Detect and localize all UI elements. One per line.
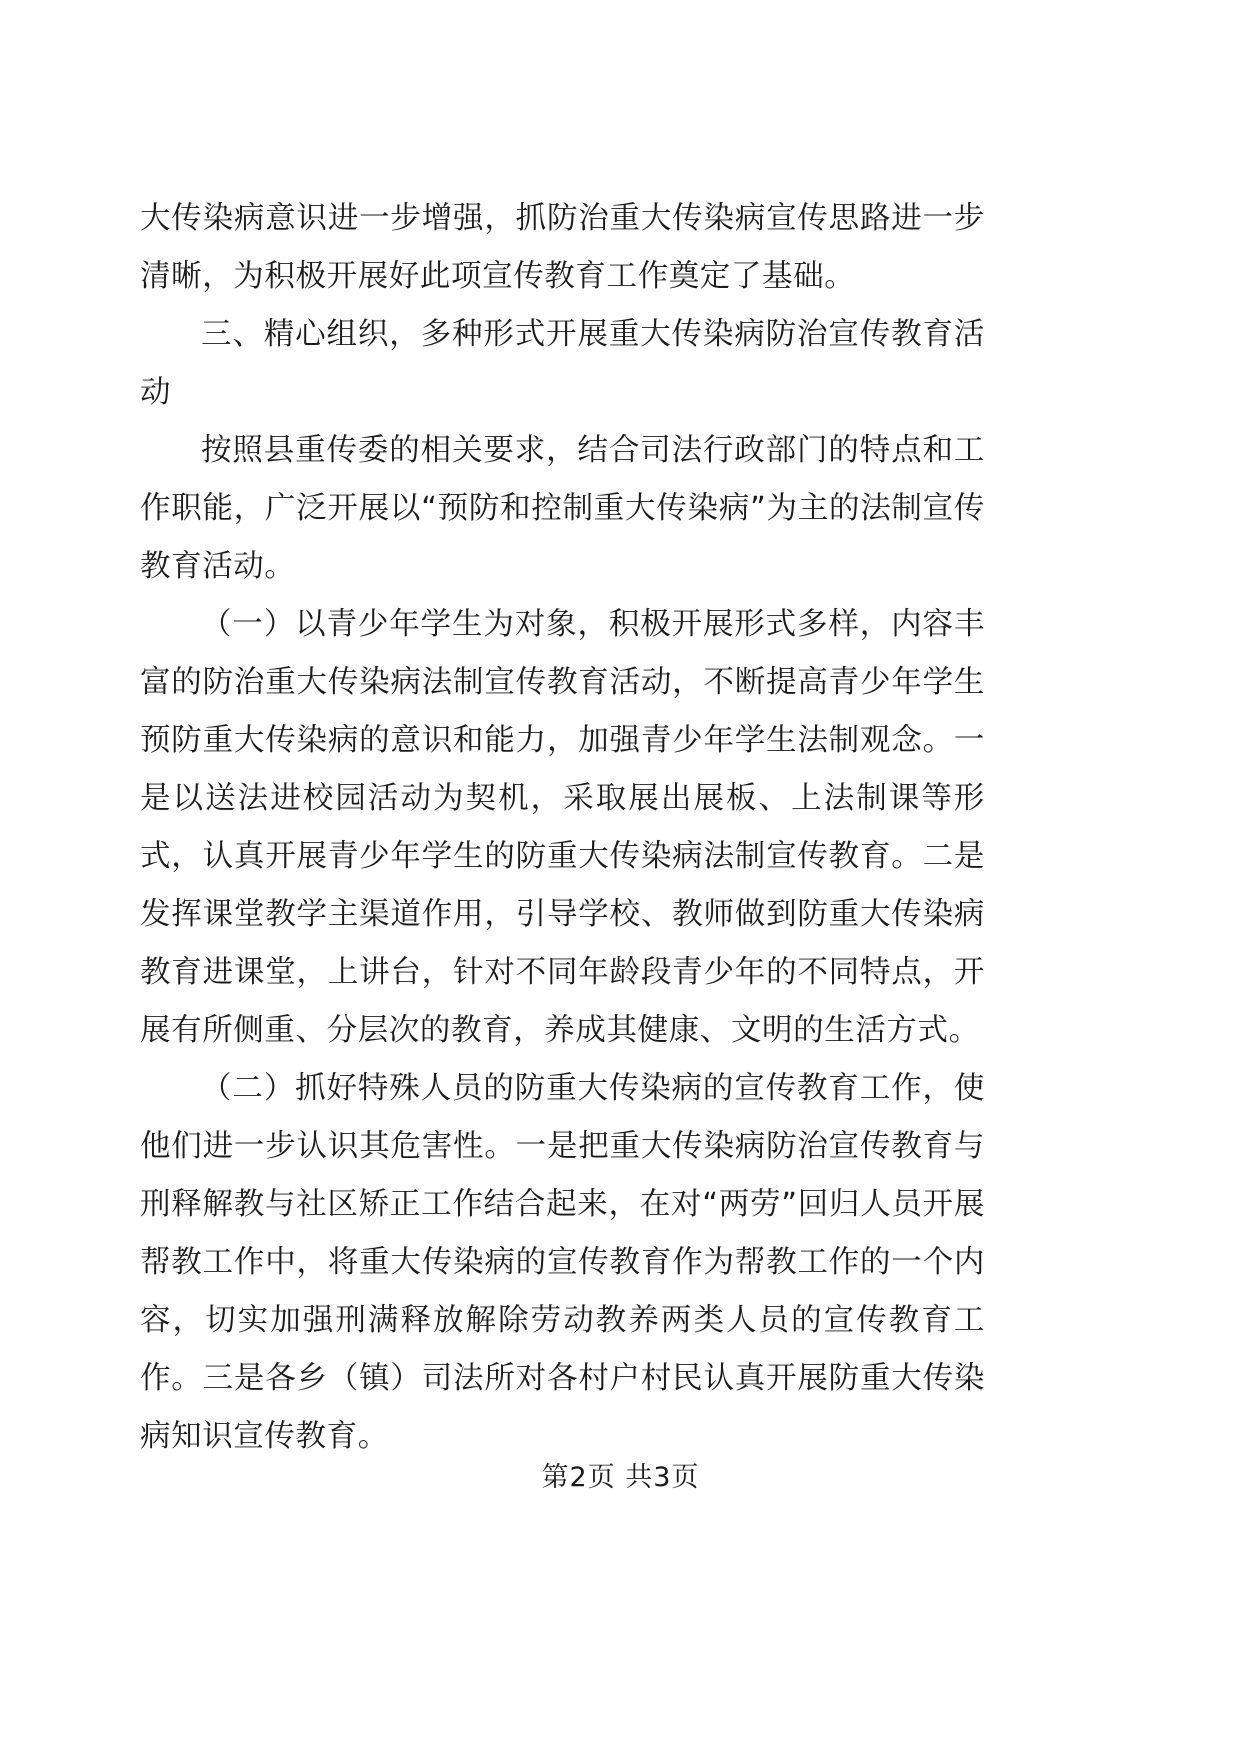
document-body: [140, 190, 985, 1466]
paragraph-2-heading: 三、精心组织，多种形式开展重大传染病防治宣传教育活动: [140, 317, 985, 410]
paragraph-3: 按照县重传委的相关要求，结合司法行政部门的特点和工作职能，广泛开展以“预防和控制重大传染病”为主的法制宣传教育活动。: [140, 433, 985, 584]
paragraph-4: （一）以青少年学生为对象，积极开展形式多样，内容丰富的防治重大传染病法制宣传教育活动，不断提高青少年学生预防重大传染病的意识和能力，加强青少年学生法制观念。一是以送法进校园活动为契机，采取展出展板、上法制课等形式，认真开展青少年学生的防重大传染病法制宣传教育。二是发挥课堂教学主渠道作用，引导学校、教师做到防重大传染病教育进课堂，上讲台，针对不同年龄段青少年的不同特点，开展有所侧重、分层次的教育，养成其健康、文明的生活方式。: [140, 607, 985, 1048]
page-footer: 第2页 共3页: [541, 1462, 700, 1493]
paragraph-1: 大传染病意识进一步增强，抓防治重大传染病宣传思路进一步清晰，为积极开展好此项宣传教育工作奠定了基础。: [140, 201, 985, 294]
paragraph-5: （二）抓好特殊人员的防重大传染病的宣传教育工作，使他们进一步认识其危害性。一是把重大传染病防治宣传教育与刑释解教与社区矫正工作结合起来，在对“两劳”回归人员开展帮教工作中，将重大传染病的宣传教育作为帮教工作的一个内容，切实加强刑满释放解除劳动教养两类人员的宣传教育工作。三是各乡（镇）司法所对各村户村民认真开展防重大传染病知识宣传教育。: [140, 1071, 985, 1454]
